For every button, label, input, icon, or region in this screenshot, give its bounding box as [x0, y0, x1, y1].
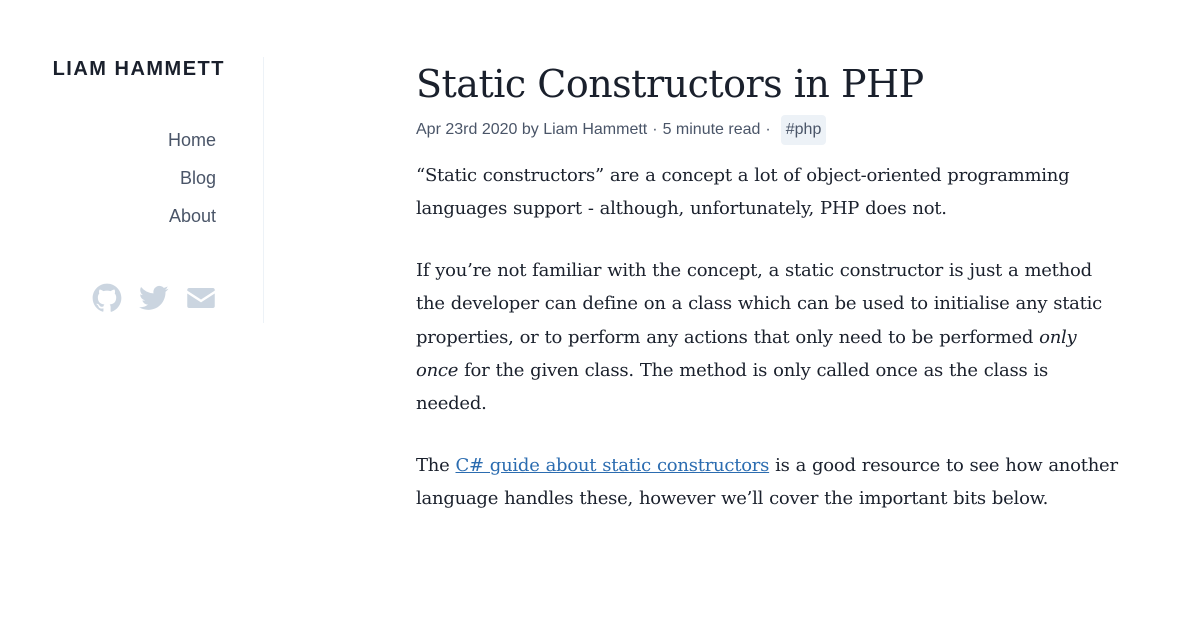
paragraph-3: The C# guide about static constructors is a good resource to see how another language handles these, however we’ll cover the important bits below. — [416, 454, 1118, 510]
site-title-link[interactable]: LIAM HAMMETT — [52, 58, 225, 80]
post-by: by — [521, 121, 539, 138]
article — [416, 56, 1120, 544]
paragraph-1: “Static constructors” are a concept a lot of object-oriented programming languages support - although, unfortunately, PHP does not. — [416, 165, 1070, 220]
paragraph-2: If you’re not familiar with the concept, a static constructor is just a method the developer can define on a class which can be used to initialise any static properties, or to perform any actions that only need to be performed only once for the given class. The method is only called once as the class is needed. — [416, 259, 1102, 415]
post-meta — [416, 115, 1120, 145]
post-date: Apr 23rd 2020 — [416, 121, 518, 138]
sidebar-divider — [263, 57, 264, 323]
post-title: Static Constructors in PHP — [416, 62, 924, 106]
social-links — [92, 283, 216, 313]
nav-item-about[interactable]: About — [168, 206, 216, 226]
meta-separator: · — [765, 121, 771, 138]
sidebar — [0, 0, 264, 630]
read-time: 5 minute read — [662, 121, 761, 138]
post-author: Liam Hammett — [543, 121, 648, 138]
tag-php[interactable]: #php — [781, 115, 827, 145]
nav-item-home[interactable]: Home — [167, 130, 216, 150]
post-content — [416, 159, 1120, 516]
main-nav — [168, 128, 216, 242]
meta-separator: · — [652, 121, 658, 138]
emphasis-text: only once — [416, 326, 1077, 382]
github-icon[interactable] — [92, 283, 122, 313]
envelope-icon[interactable] — [186, 283, 216, 313]
csharp-guide-link[interactable]: C# guide about static constructors — [455, 454, 770, 476]
twitter-icon[interactable] — [139, 283, 169, 313]
nav-item-blog[interactable]: Blog — [179, 168, 216, 188]
